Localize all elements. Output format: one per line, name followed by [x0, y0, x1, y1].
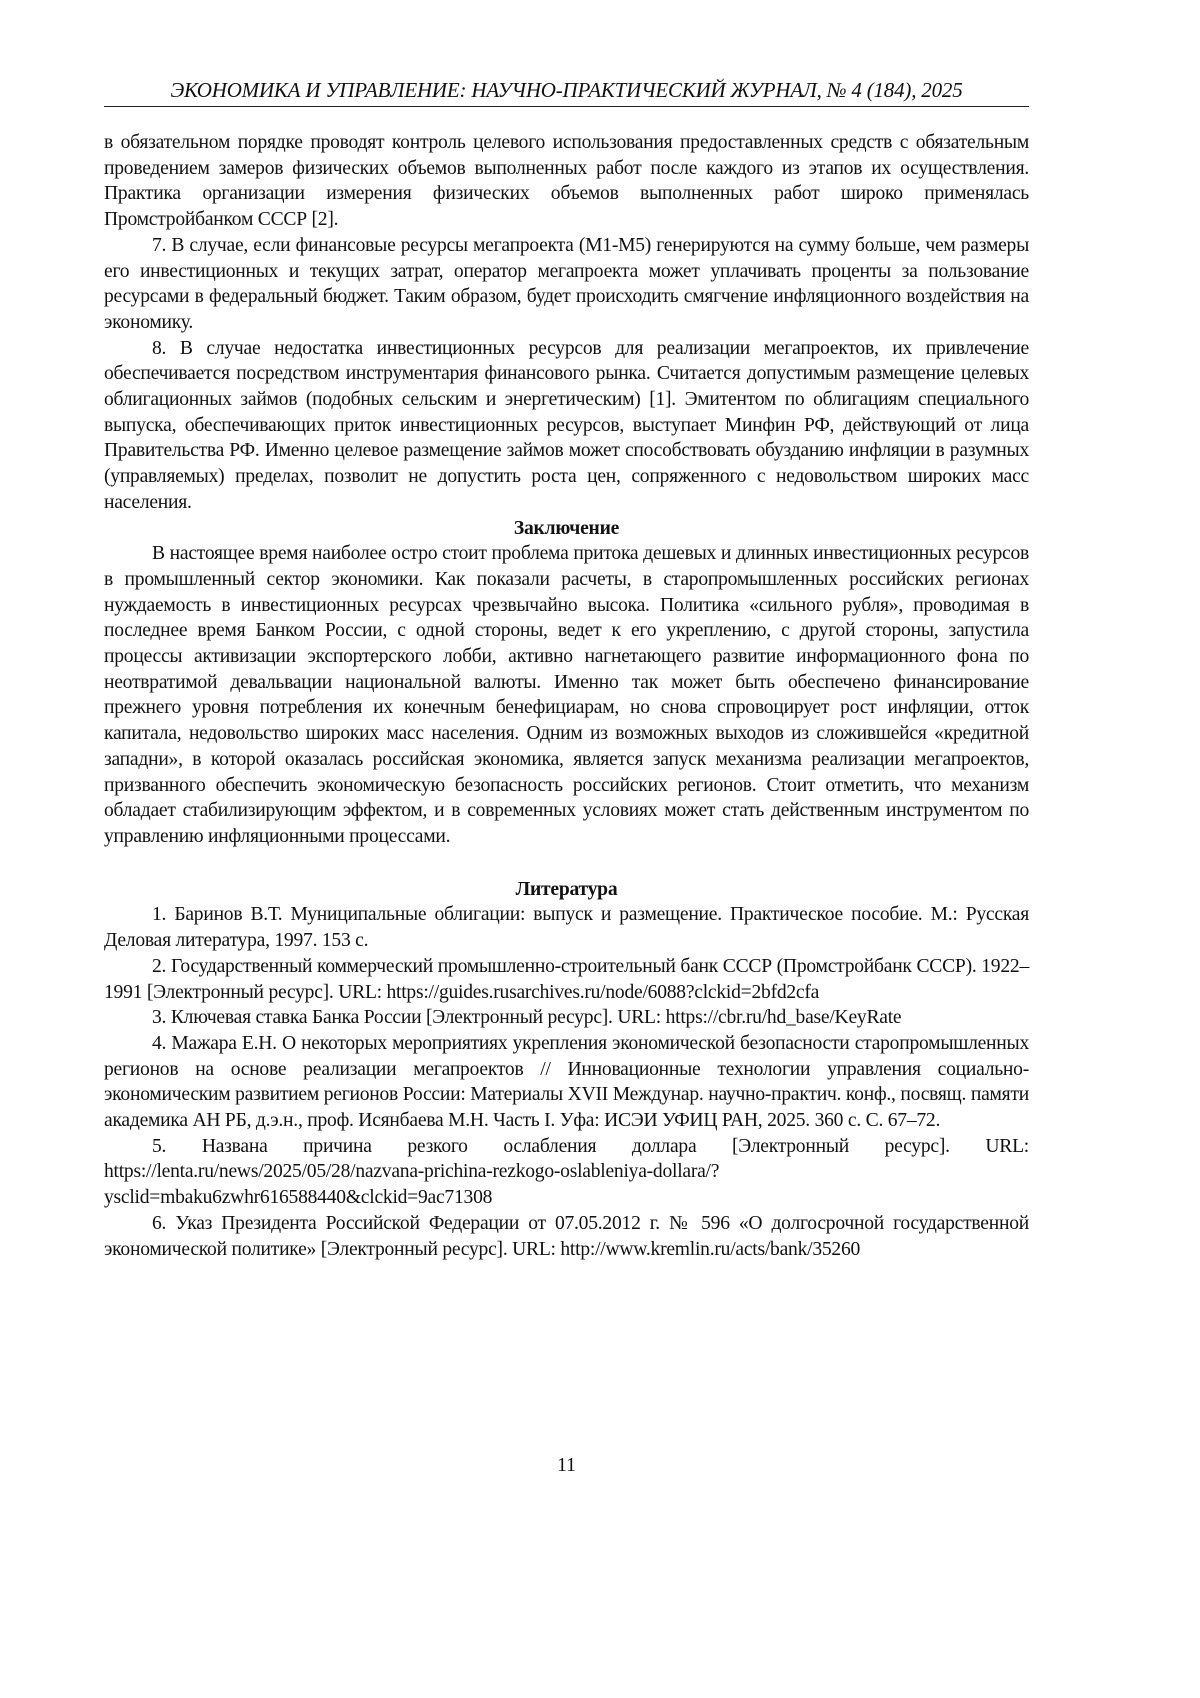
running-header: ЭКОНОМИКА И УПРАВЛЕНИЕ: НАУЧНО-ПРАКТИЧЕСКИЙ ЖУРНАЛ, № 4 (184), 2025 [170, 78, 963, 102]
reference-item: 5. Названа причина резкого ослабления доллара [Электронный ресурс]. URL: https://lenta.ru/news/2025/05/28/nazvana-prichina-rezkogo-oslableniya-dollara/?ysclid=mbaku6zwhr616588440&clckid=9ac71308 [104, 1135, 1029, 1209]
paragraph: 7. В случае, если финансовые ресурсы мегапроекта (М1-М5) генерируются на сумму больше, чем размеры его инвестиционных и текущих затрат, оператор мегапроекта может уплачивать проценты за пользование ресурсами в федеральный бюджет. Таким образом, будет происходить смягчение инфляционного воздействия на экономику. [104, 234, 1029, 333]
section-heading-references: Литература [515, 878, 618, 900]
reference-item: 2. Государственный коммерческий промышленно-строительный банк СССР (Промстройбанк СССР). 1922–1991 [Электронный ресурс]. URL: https://guides.rusarchives.ru/node/6088?clckid=2bfd2cfa [104, 955, 1029, 1003]
paragraph: 8. В случае недостатка инвестиционных ресурсов для реализации мегапроектов, их привлечение обеспечивается посредством инструментария финансового рынка. Считается допустимым размещение целевых облигационных займов (подобных сельским и энергетическим) [1]. Эмитентом по облигациям специального выпуска, обеспечивающих приток инвестиционных ресурсов, выступает Минфин РФ, действующий от лица Правительства РФ. Именно целевое размещение займов может способствовать обузданию инфляции в разумных (управляемых) пределах, позволит не допустить роста цен, сопряженного с недовольством широких масс населения. [104, 337, 1029, 513]
reference-list [104, 902, 1029, 1262]
reference-item: 4. Мажара Е.Н. О некоторых мероприятиях укрепления экономической безопасности старопромышленных регионов на основе реализации мегапроектов // Инновационные технологии управления социально-экономическим развитием регионов России: Материалы XVII Междунар. научно-практич. конф., посвящ. памяти академика АН РБ, д.э.н., проф. Исянбаева М.Н. Часть I. Уфа: ИСЭИ УФИЦ РАН, 2025. 360 с. С. 67–72. [104, 1032, 1029, 1132]
reference-item: 1. Баринов В.Т. Муниципальные облигации: выпуск и размещение. Практическое пособие. М.: Русская Деловая литература, 1997. 153 с. [104, 904, 1029, 952]
page-number: 11 [557, 1455, 576, 1476]
section-heading-conclusion: Заключение [513, 517, 620, 539]
reference-item: 6. Указ Президента Российской Федерации от 07.05.2012 г. № 596 «О долгосрочной государственной экономической политике» [Электронный ресурс]. URL: http://www.kremlin.ru/acts/bank/35260 [104, 1212, 1029, 1260]
paragraph: в обязательном порядке проводят контроль целевого использования предоставленных средств с обязательным проведением замеров физических объемов выполненных работ после каждого из этапов их осуществления. Практика организации измерения физических объемов выполненных работ широко применялась Промстройбанком СССР [2]. [104, 132, 1029, 231]
header-rule [104, 106, 1029, 107]
reference-item: 3. Ключевая ставка Банка России [Электронный ресурс]. URL: https://cbr.ru/hd_base/KeyRate [152, 1007, 902, 1029]
page-body [104, 130, 1029, 1262]
conclusion-paragraph: В настоящее время наиболее остро стоит проблема притока дешевых и длинных инвестиционных ресурсов в промышленный сектор экономики. Как показали расчеты, в старопромышленных российских регионах нуждаемость в инвестиционных ресурсах чрезвычайно высока. Политика «сильного рубля», проводимая в последнее время Банком России, с одной стороны, ведет к его укреплению, с другой стороны, запустила процессы активизации экспортерского лобби, активно нагнетающего развитие информационного фона по неотвратимой девальвации национальной валюты. Именно так может быть обеспечено финансирование прежнего уровня потребления их конечным бенефициарам, но снова спровоцирует рост инфляции, отток капитала, недовольство широких масс населения. Одним из возможных выходов из сложившейся «кредитной западни», в которой оказалась российская экономика, является запуск механизма реализации мегапроектов, призванного обеспечить экономическую безопасность российских регионов. Стоит отметить, что механизм обладает стабилизирующим эффектом, и в современных условиях может стать действенным инструментом по управлению инфляционными процессами. [104, 543, 1029, 847]
